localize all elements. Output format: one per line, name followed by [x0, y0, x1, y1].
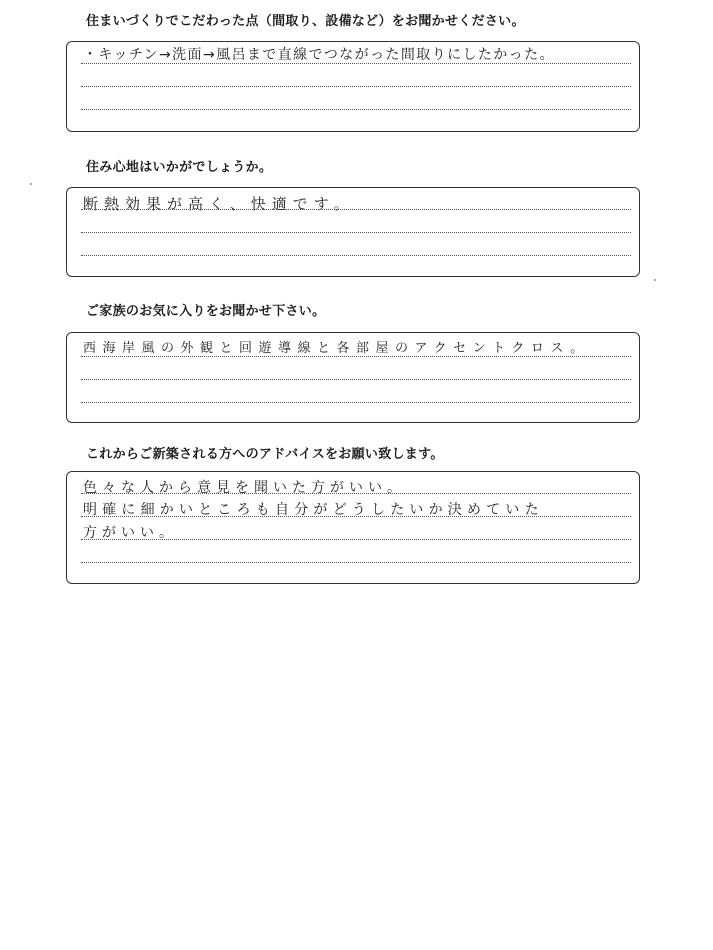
question-3-answer-line-1: 西海岸風の外観と回遊導線と各部屋のアクセントクロス。 — [83, 341, 590, 356]
ruled-line — [81, 209, 631, 210]
question-1-answer-box — [66, 41, 640, 132]
question-2-answer-box — [66, 187, 640, 277]
question-4-prompt: これからご新築される方へのアドバイスをお願い致します。 — [86, 447, 444, 462]
ruled-line — [81, 379, 631, 380]
ruled-line — [81, 232, 631, 233]
question-4-answer-box — [66, 471, 640, 584]
scan-speck — [30, 183, 32, 185]
ruled-line — [81, 493, 631, 494]
ruled-line — [81, 255, 631, 256]
ruled-line — [81, 356, 631, 357]
question-4-answer-line-2: 明確に細かいところも自分がどうしたいか決めていた — [83, 502, 544, 518]
ruled-line — [81, 109, 631, 110]
question-3-answer-box — [66, 332, 640, 423]
question-1-prompt: 住まいづくりでこだわった点（間取り、設備など）をお聞かせください。 — [86, 14, 525, 29]
question-4-answer-line-1: 色々な人から意見を聞いた方がいい。 — [83, 480, 406, 496]
ruled-line — [81, 86, 631, 87]
ruled-line — [81, 562, 631, 563]
ruled-line — [81, 63, 631, 64]
question-2-prompt: 住み心地はいかがでしょうか。 — [86, 160, 273, 175]
question-4-answer-line-3: 方がいい。 — [83, 525, 178, 541]
ruled-line — [81, 516, 631, 517]
ruled-line — [81, 539, 631, 540]
question-3-prompt: ご家族のお気に入りをお聞かせ下さい。 — [86, 304, 326, 319]
ruled-line — [81, 402, 631, 403]
scan-speck — [654, 279, 656, 281]
question-1-answer-line-1: ・キッチン→洗面→風呂まで直線でつながった間取りにしたかった。 — [83, 47, 555, 63]
question-2-answer-line-1: 断熱効果が高く、快適です。 — [83, 195, 355, 213]
